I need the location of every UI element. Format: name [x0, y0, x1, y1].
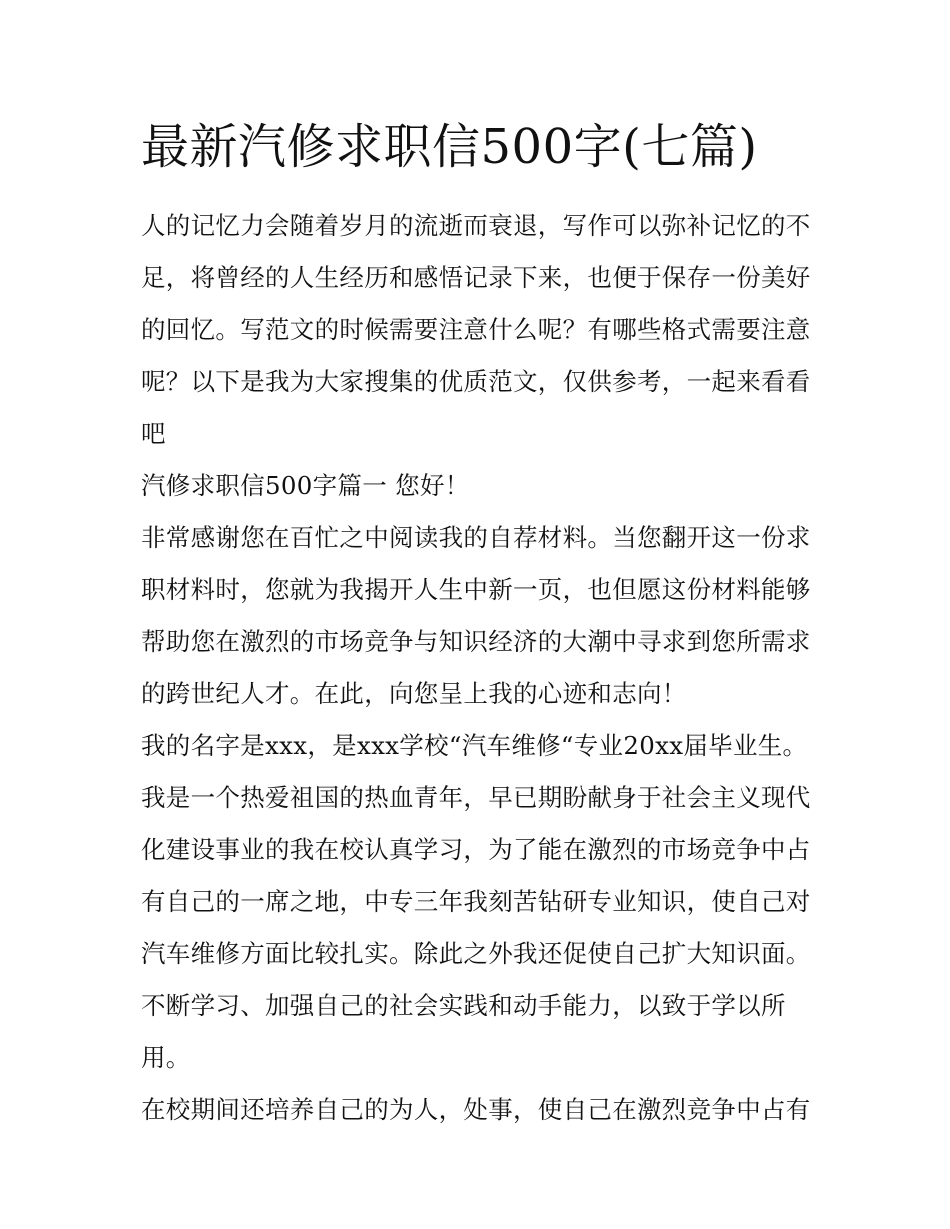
paragraph-line: 我的名字是xxx，是xxx学校“汽车维修“专业20xx届毕业生。: [141, 731, 808, 760]
paragraph-line: 在校期间还培养自己的为人，处事，使自己在激烈竞争中占有: [141, 1095, 811, 1124]
paragraph-line: 有自己的一席之地，中专三年我刻苦钻研专业知识，使自己对: [141, 887, 811, 916]
paragraph-line: 人的记忆力会随着岁月的流逝而衰退，写作可以弥补记忆的不: [141, 211, 811, 240]
paragraph-line: 职材料时，您就为我揭开人生中新一页，也但愿这份材料能够: [141, 575, 811, 604]
paragraph-line: 化建设事业的我在校认真学习，为了能在激烈的市场竞争中占: [141, 835, 811, 864]
paragraph-line: 的回忆。写范文的时候需要注意什么呢？有哪些格式需要注意: [141, 315, 811, 344]
paragraph-line: 足，将曾经的人生经历和感悟记录下来，也便于保存一份美好: [141, 263, 811, 292]
paragraph-line: 的跨世纪人才。在此，向您呈上我的心迹和志向！: [141, 679, 687, 708]
paragraph-line: 用。: [141, 1043, 191, 1072]
document-title: 最新汽修求职信500字(七篇): [141, 119, 758, 175]
document-body: [141, 200, 811, 1136]
paragraph-line: 不断学习、加强自己的社会实践和动手能力，以致于学以所: [141, 991, 786, 1020]
paragraph-line: 汽车维修方面比较扎实。除此之外我还促使自己扩大知识面。: [141, 939, 811, 968]
paragraph-line: 帮助您在激烈的市场竞争与知识经济的大潮中寻求到您所需求: [141, 627, 811, 656]
paragraph-line: 我是一个热爱祖国的热血青年，早已期盼献身于社会主义现代: [141, 783, 811, 812]
paragraph-line: 呢？以下是我为大家搜集的优质范文，仅供参考，一起来看看: [141, 367, 811, 396]
paragraph-line: 非常感谢您在百忙之中阅读我的自荐材料。当您翻开这一份求: [141, 523, 811, 552]
paragraph-line: 吧: [141, 419, 166, 448]
paragraph-line: 汽修求职信500字篇一 您好！: [141, 471, 470, 500]
